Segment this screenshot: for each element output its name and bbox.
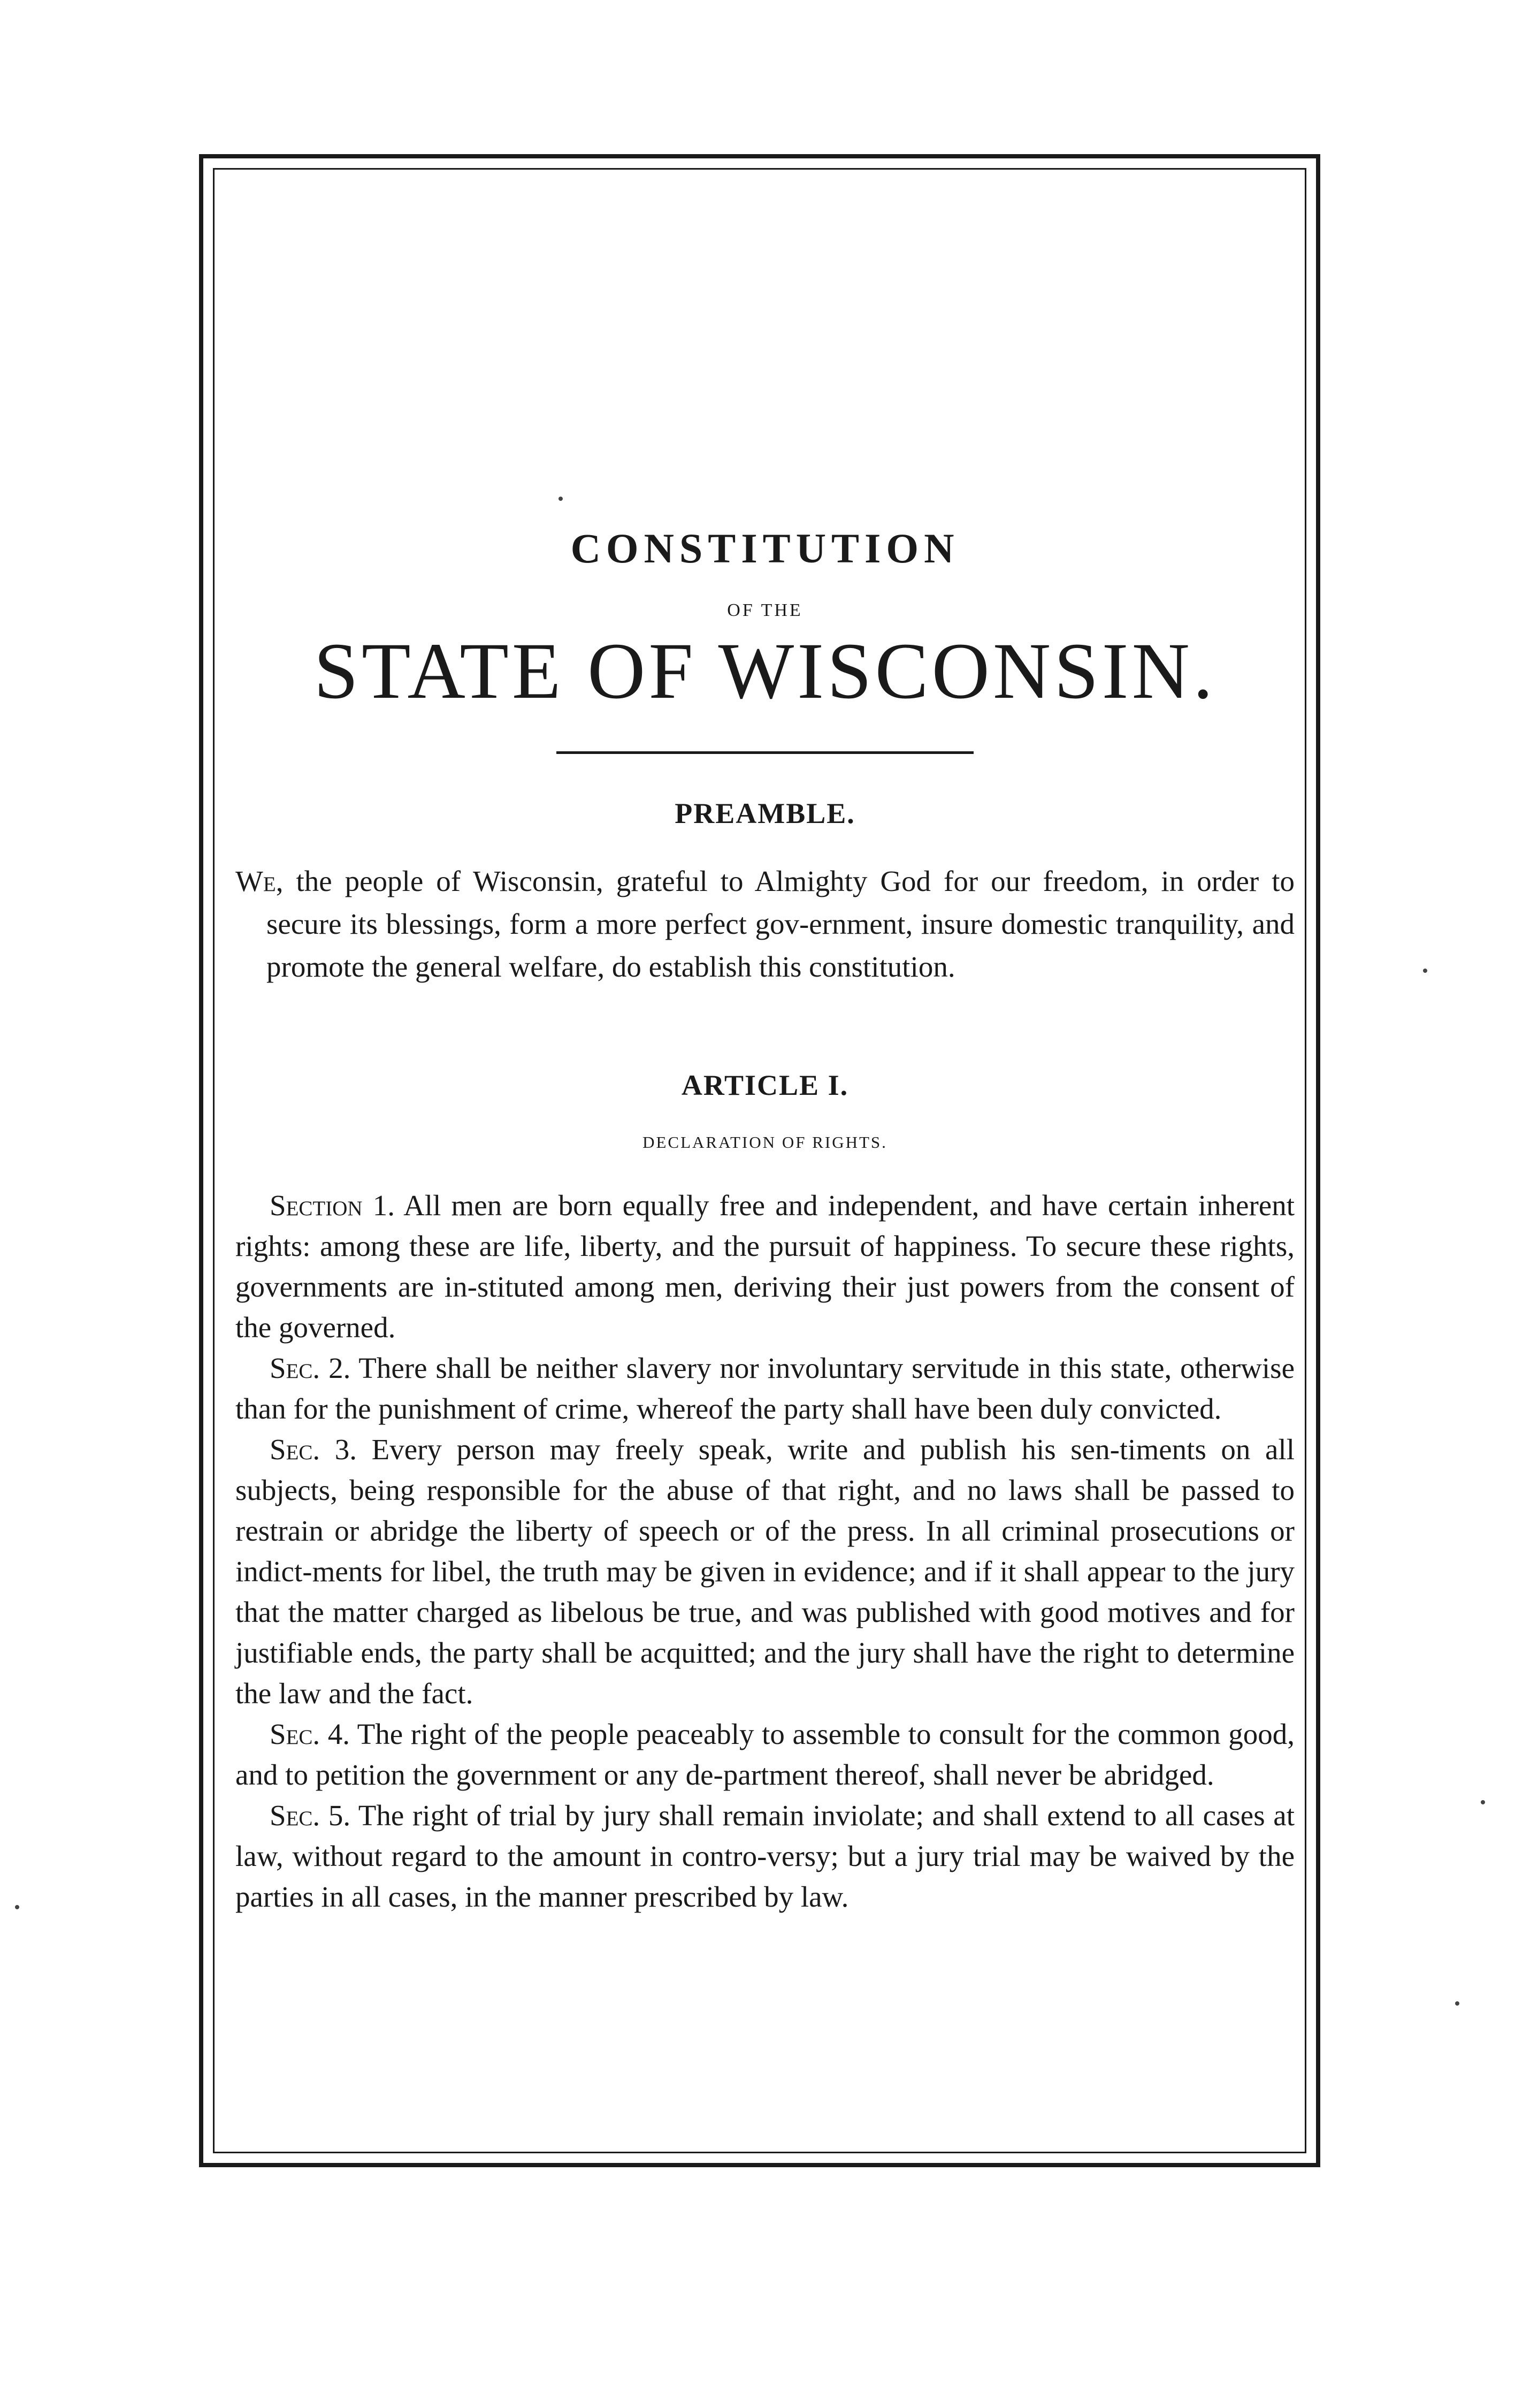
document-title-state: STATE OF WISCONSIN. — [313, 627, 1216, 715]
preamble-lead-word: We — [235, 864, 276, 897]
section-4 — [235, 1714, 1295, 1795]
print-speck — [558, 497, 563, 501]
section-label: Sec. 5. — [270, 1799, 351, 1832]
print-speck — [1423, 969, 1427, 973]
preamble-heading: PREAMBLE. — [675, 797, 855, 829]
section-label: Section 1. — [270, 1188, 395, 1222]
article-sections — [235, 1185, 1295, 1917]
section-label: Sec. 3. — [270, 1432, 357, 1466]
section-text: The right of trial by jury shall remain inviolate; and shall extend to all cases at law, without regard to the amount in contro-versy; but a jury trial may be waived by the parties in all cases, in the manner prescribed by law. — [235, 1799, 1295, 1913]
section-text: All men are born equally free and independent, and have certain inherent rights: among these are life, liberty, and the pursuit of happiness. To secure these rights, governments are in-stituted among men, deriving their just powers from the consent of the governed. — [235, 1188, 1295, 1344]
print-speck — [15, 1905, 19, 1909]
article-subheading: DECLARATION OF RIGHTS. — [642, 1132, 887, 1152]
section-3 — [235, 1429, 1295, 1714]
section-text: Every person may freely speak, write and publish his sen-timents on all subjects, being responsible for the abuse of that right, and no laws shall be passed to restrain or abridge the liberty of speech or of the press. In all criminal prosecutions or indict-ments for libel, the truth may be given in evidence; and if it shall appear to the jury that the matter charged as libelous be true, and was published with good motives and for justifiable ends, the party shall be acquitted; and the jury shall have the right to determine the law and the fact. — [235, 1432, 1295, 1710]
section-text: The right of the people peaceably to assemble to consult for the common good, and to petition the government or any de-partment thereof, shall never be abridged. — [235, 1717, 1295, 1791]
section-2 — [235, 1348, 1295, 1429]
document-content — [235, 524, 1295, 1917]
section-text: There shall be neither slavery nor involuntary servitude in this state, otherwise than for the punishment of crime, whereof the party shall have been duly convicted. — [235, 1351, 1295, 1425]
print-speck — [1455, 2001, 1459, 2006]
section-label: Sec. 2. — [270, 1351, 351, 1384]
preamble-text — [235, 860, 1295, 988]
title-divider — [556, 751, 974, 754]
article-heading: ARTICLE I. — [681, 1069, 849, 1101]
document-title: CONSTITUTION — [570, 525, 960, 571]
section-5 — [235, 1795, 1295, 1917]
section-label: Sec. 4. — [270, 1717, 350, 1750]
preamble-body: , the people of Wisconsin, grateful to Almighty God for our freedom, in order to secure its blessings, form a more perfect gov-ernment, insure domestic tranquility, and promote the general welfare, do establish this constitution. — [266, 864, 1295, 983]
print-speck — [1481, 1800, 1485, 1804]
section-1 — [235, 1185, 1295, 1348]
document-title-connector: OF THE — [727, 600, 803, 620]
